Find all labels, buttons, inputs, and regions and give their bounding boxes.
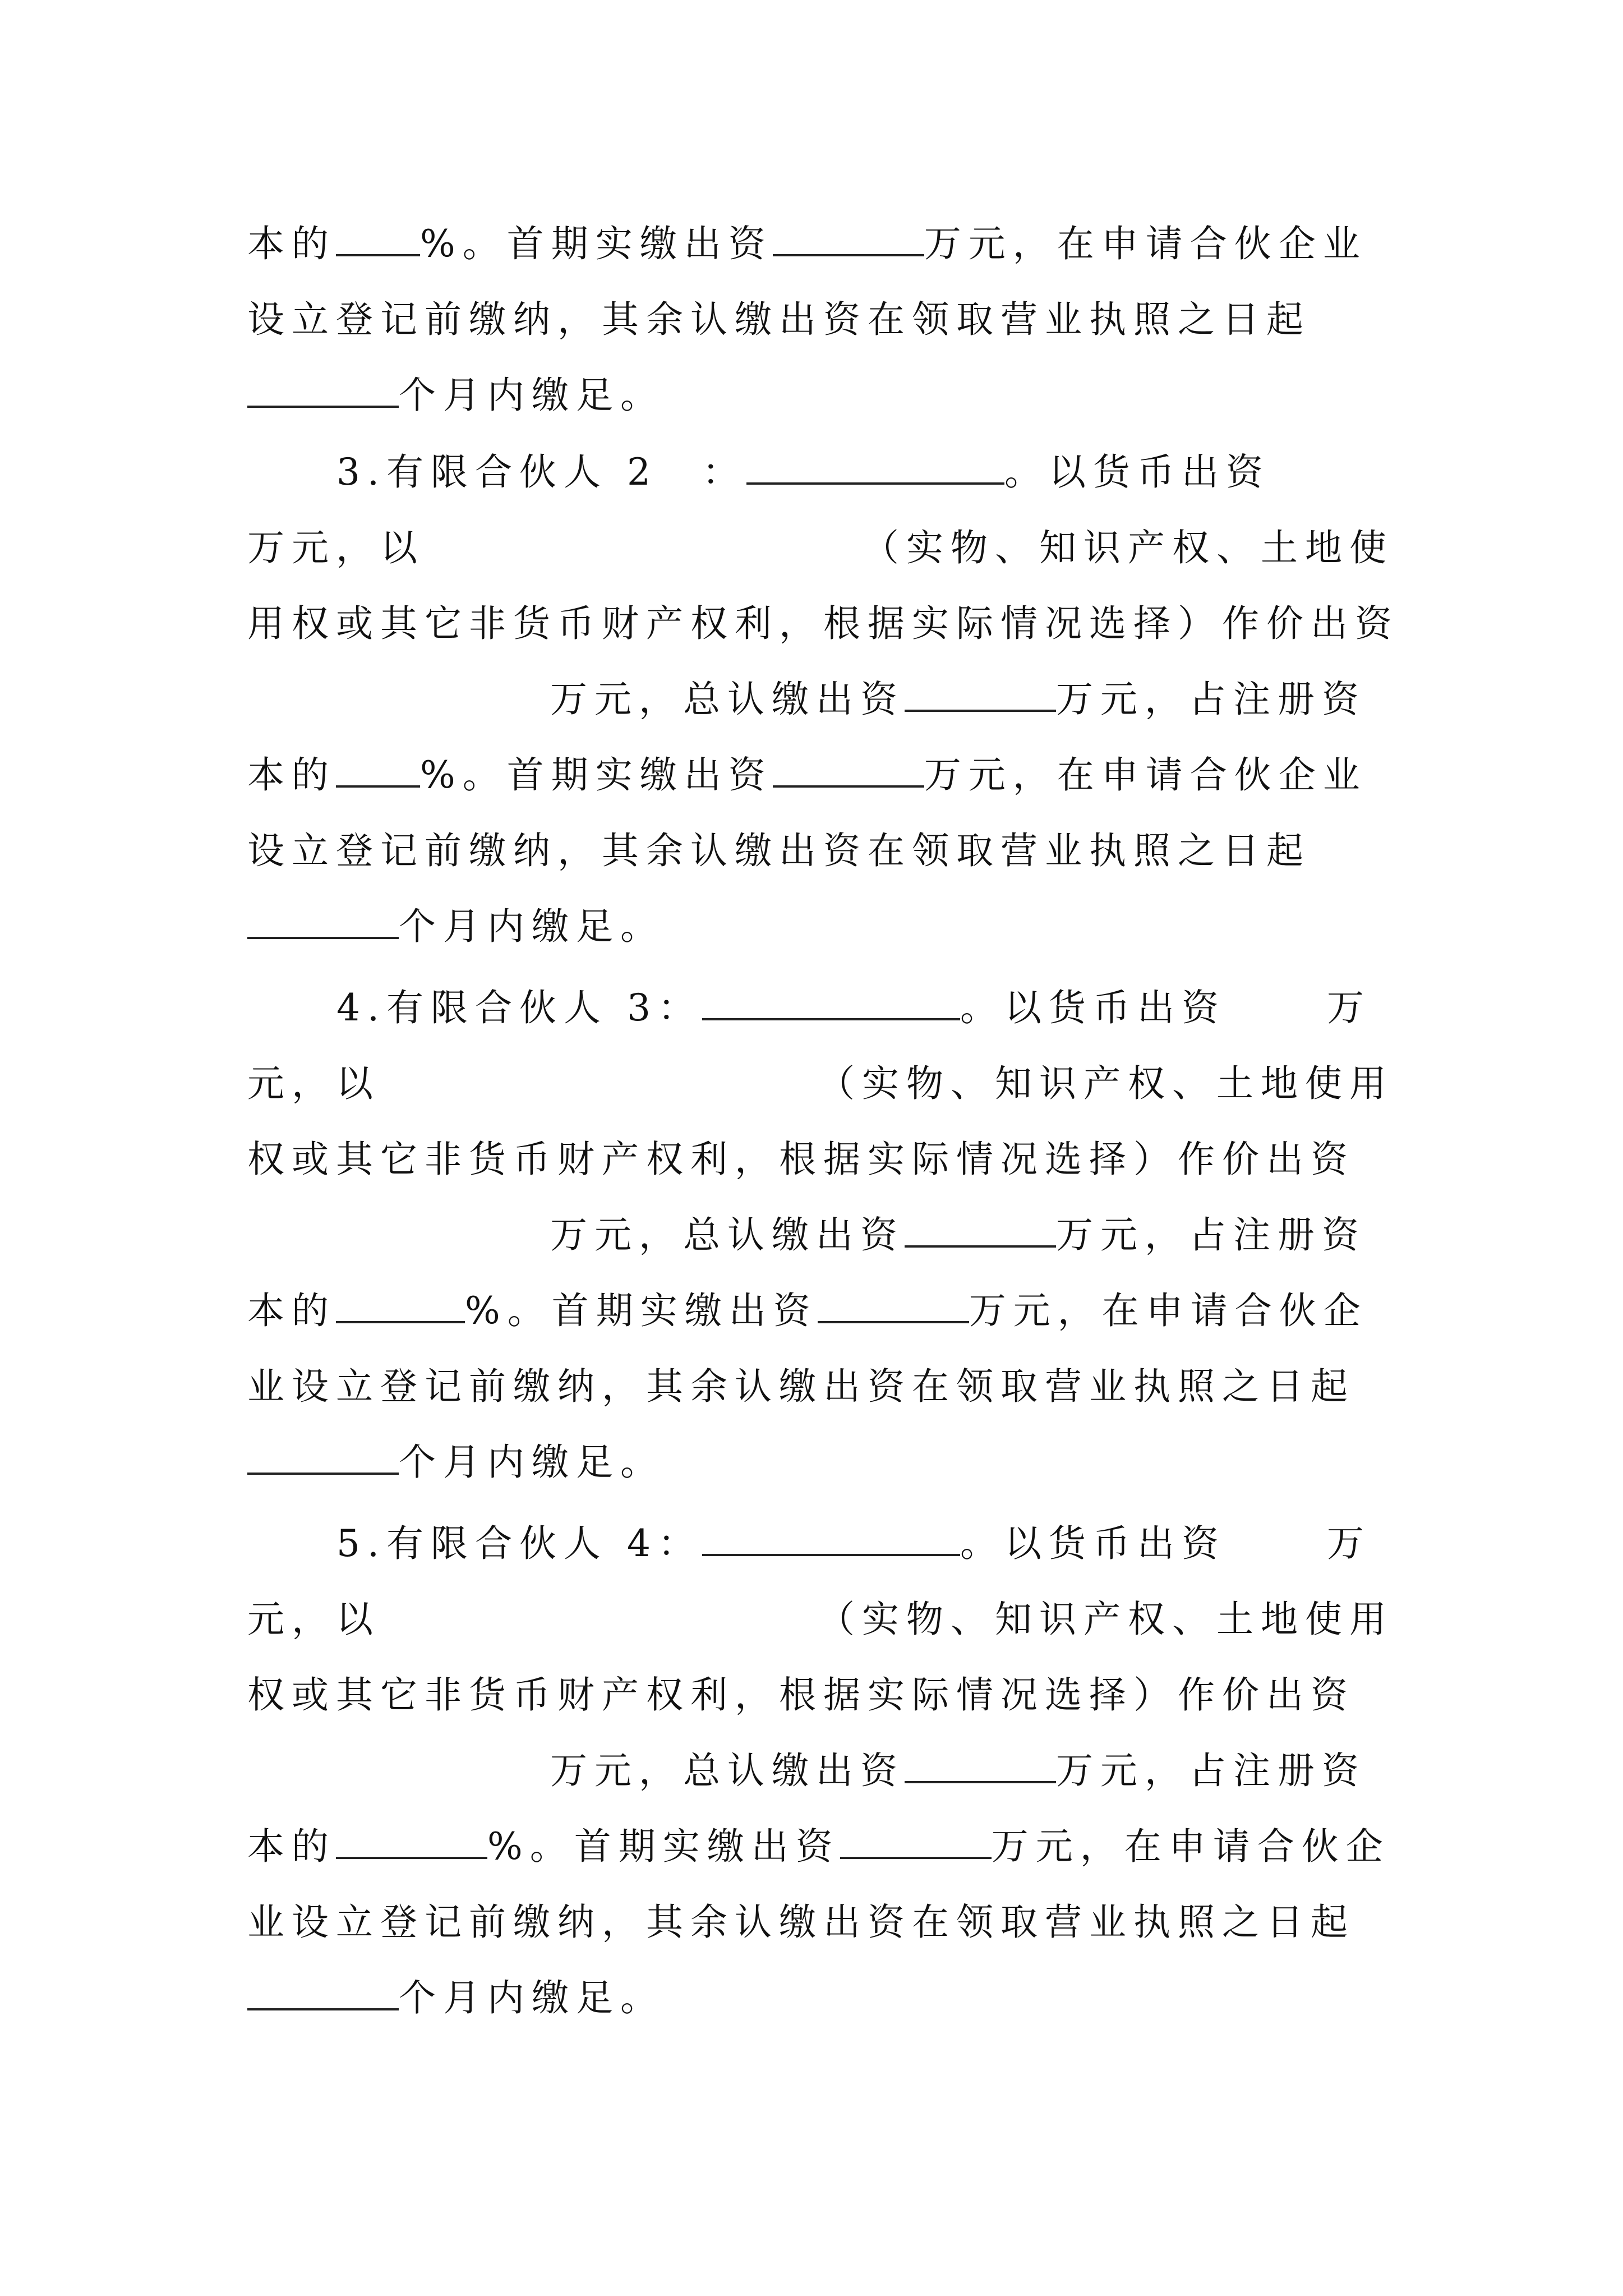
text-segment: 万元，占注册资 [1056, 1213, 1366, 1257]
text-line [247, 1204, 1391, 1266]
text-line [247, 1129, 1391, 1190]
text-segment: 本的 [247, 1289, 336, 1332]
text-segment: 万元，占注册资 [1056, 678, 1366, 721]
text-line [247, 593, 1399, 655]
text-segment: 万 [1326, 1522, 1371, 1565]
text-segment: 本的 [247, 753, 336, 797]
fill-blank [247, 1976, 399, 2010]
text-segment: （实物、知识产权、土地使用 [818, 1598, 1394, 1641]
text-segment: 3.有限合伙人 2 ： [336, 450, 746, 494]
text-line [247, 1589, 1394, 1650]
text-segment: %。首期实缴出资 [487, 1825, 840, 1868]
text-segment: 4.有限合伙人 3： [336, 986, 702, 1029]
text-segment: 设立登记前缴纳，其余认缴出资在领取营业执照之日起 [247, 829, 1311, 872]
text-segment: 本的 [247, 222, 336, 265]
text-segment: 万元，以 [247, 526, 425, 569]
text-segment: 5.有限合伙人 4： [336, 1522, 702, 1565]
fill-blank [773, 222, 924, 256]
fill-blank [905, 677, 1056, 712]
text-segment: 元，以 [247, 1598, 380, 1641]
fill-blank [905, 1213, 1056, 1248]
text-line [247, 1892, 1391, 1953]
text-line [247, 1967, 1391, 2029]
fill-blank [247, 1440, 399, 1475]
text-segment: （实物、知识产权、土地使用 [818, 1062, 1394, 1105]
paragraph-3-first-line [336, 441, 1391, 503]
text-segment: 元，以 [247, 1062, 380, 1105]
paragraph-4-first-line [336, 977, 1391, 1039]
text-segment: 业设立登记前缴纳，其余认缴出资在领取营业执照之日起 [247, 1901, 1355, 1944]
text-segment: %。首期实缴出资 [420, 222, 773, 265]
text-segment: 万元，总认缴出资 [550, 1749, 905, 1792]
fill-blank [247, 373, 399, 408]
text-segment: 万元，总认缴出资 [550, 678, 905, 721]
fill-blank [746, 450, 1004, 485]
text-segment: 权或其它非货币财产权利，根据实际情况选择）作价出资 [247, 1673, 1355, 1717]
text-segment: %。首期实缴出资 [420, 753, 773, 797]
fill-blank [702, 986, 960, 1020]
text-segment: 本的 [247, 1825, 336, 1868]
text-segment: 万元，在申请合伙企 [969, 1289, 1368, 1332]
text-segment: （实物、知识产权、土地使 [862, 526, 1394, 569]
fill-blank [840, 1824, 992, 1859]
text-line [247, 365, 1391, 426]
text-segment: 万元，在申请合伙企业 [924, 222, 1367, 265]
text-line [247, 896, 1391, 958]
text-segment: 万元，在申请合伙企业 [924, 753, 1367, 797]
fill-blank [702, 1521, 960, 1556]
text-line [247, 744, 1391, 806]
text-segment: 万元，总认缴出资 [550, 1213, 905, 1257]
fill-blank [336, 222, 420, 256]
text-segment: 万 [1326, 986, 1371, 1029]
text-line [247, 517, 1394, 579]
text-line [247, 1356, 1391, 1418]
text-line [247, 213, 1391, 275]
text-segment: 个月内缴足。 [399, 905, 665, 948]
text-segment: 。以货币出资 [960, 1522, 1226, 1565]
fill-blank [905, 1749, 1056, 1783]
text-segment: 万元，在申请合伙企 [991, 1825, 1390, 1868]
text-line [247, 289, 1391, 351]
text-line [247, 1664, 1391, 1726]
text-segment: 用权或其它非货币财产权利，根据实际情况选择）作价出资 [247, 602, 1399, 645]
text-segment: %。首期实缴出资 [465, 1289, 818, 1332]
fill-blank [773, 753, 924, 788]
text-line [247, 1816, 1391, 1878]
fill-blank [336, 1289, 465, 1323]
fill-blank [247, 904, 399, 939]
text-line [247, 669, 1391, 730]
text-segment: 个月内缴足。 [399, 1976, 665, 2019]
text-segment: 个月内缴足。 [399, 1441, 665, 1484]
paragraph-5-first-line [336, 1513, 1391, 1575]
text-line [247, 1280, 1391, 1342]
text-segment: 设立登记前缴纳，其余认缴出资在领取营业执照之日起 [247, 298, 1311, 341]
text-line [247, 1053, 1394, 1115]
text-line [247, 1740, 1391, 1802]
fill-blank [336, 753, 420, 788]
text-line [247, 820, 1391, 882]
text-segment: 万元，占注册资 [1056, 1749, 1366, 1792]
fill-blank [818, 1289, 969, 1323]
text-segment: 。以货币出资 [960, 986, 1226, 1029]
text-segment: 业设立登记前缴纳，其余认缴出资在领取营业执照之日起 [247, 1365, 1355, 1408]
fill-blank [336, 1824, 487, 1859]
text-segment: 。以货币出资 [1004, 450, 1270, 494]
text-line [247, 1432, 1391, 1493]
text-segment: 个月内缴足。 [399, 374, 665, 417]
text-segment: 权或其它非货币财产权利，根据实际情况选择）作价出资 [247, 1138, 1355, 1181]
